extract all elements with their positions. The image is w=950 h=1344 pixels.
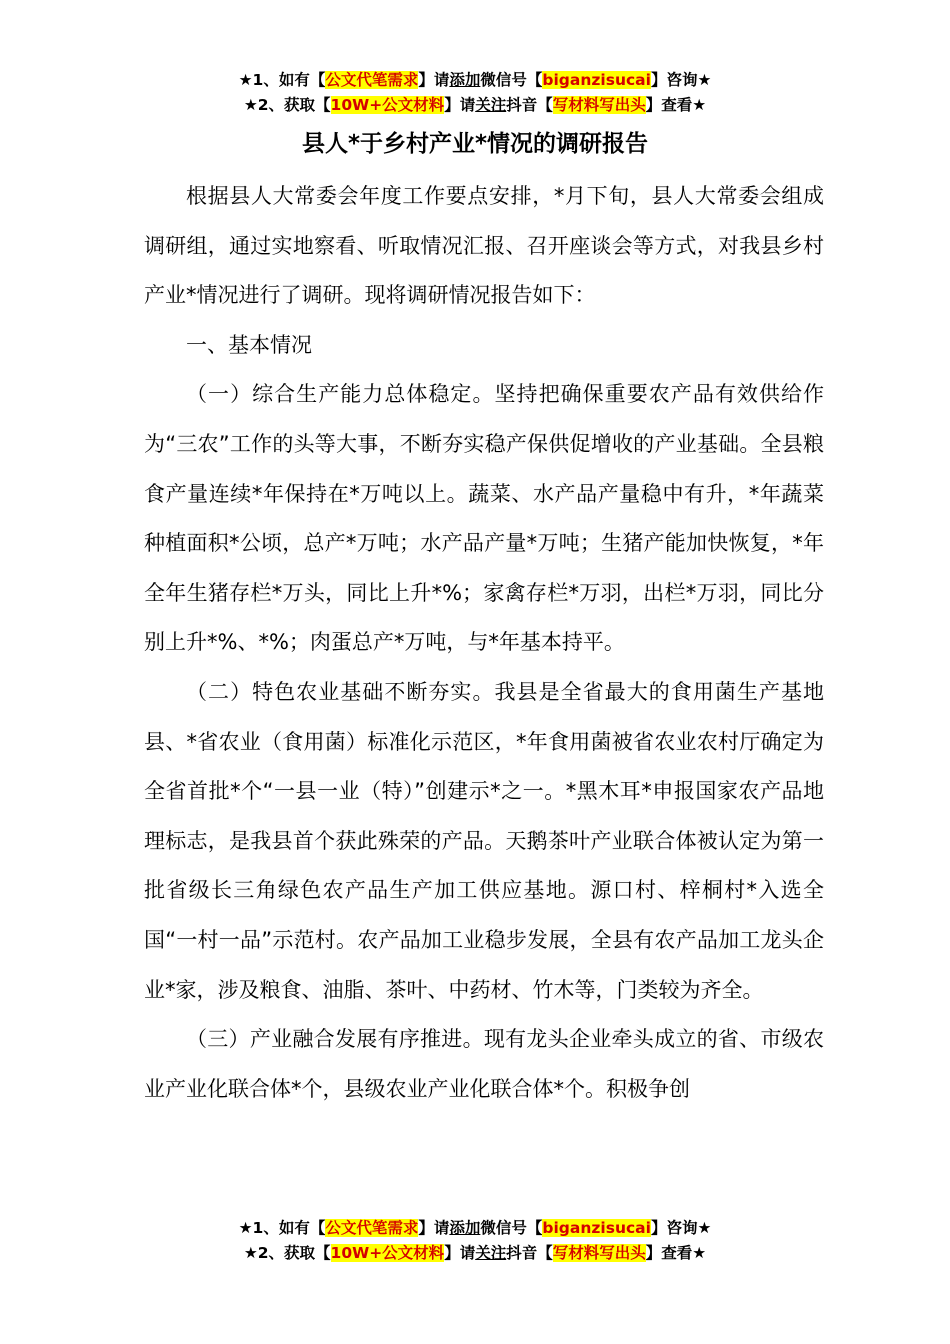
paragraph-specialty-agriculture: （二）特色农业基础不断夯实。我县是全省最大的食用菌生产基地县、*省农业（食用菌）标准化示范区，*年食用菌被省农业农村厅确定为全省首批*个“一县一业（特）”创建示*之一。*黑木耳*申报国家农产品地理标志，是我县首个获此殊荣的产品。天鹅茶叶产业联合体被认定为第一批省级长三角绿色农产品生产加工供应基地。源口村、梓桐村*入选全国“一村一品”示范村。农产品加工业稳步发展，全县有农产品加工龙头企业*家，涉及粮食、油脂、茶叶、中药材、竹木等，门类较为齐全。 <box>144 679 824 1002</box>
highlight-materials: 10W+公文材料 <box>330 96 445 114</box>
underlined-add: 添加 <box>449 71 481 89</box>
promo-text: 抖音【 <box>506 96 553 114</box>
document-body <box>144 172 824 1114</box>
top-promo-banner <box>0 68 950 118</box>
underlined-add: 添加 <box>449 1219 481 1237</box>
promo-text: 抖音【 <box>506 1244 553 1262</box>
paragraph-industry-integration: （三）产业融合发展有序推进。现有龙头企业牵头成立的省、市级农业产业化联合体*个，县级农业产业化联合体*个。积极争创 <box>144 1027 824 1101</box>
highlight-service: 公文代笔需求 <box>325 1219 419 1237</box>
promo-text: 】查看★ <box>645 1244 707 1262</box>
promo-text: ★1、如有【 <box>238 1219 326 1237</box>
promo-text: 微信号【 <box>480 71 543 89</box>
highlight-materials: 10W+公文材料 <box>330 1244 445 1262</box>
promo-text: 】咨询★ <box>650 71 712 89</box>
promo-text: ★2、获取【 <box>243 1244 331 1262</box>
promo-text: 】咨询★ <box>650 1219 712 1237</box>
bottom-promo-banner <box>0 1216 950 1266</box>
highlight-douyin-account: 写材料写出头 <box>552 96 646 114</box>
document-title: 县人*于乡村产业*情况的调研报告 <box>301 131 649 157</box>
highlight-douyin-account: 写材料写出头 <box>552 1244 646 1262</box>
underlined-follow: 关注 <box>475 96 507 114</box>
promo-text: 】请 <box>444 96 476 114</box>
promo-line-1 <box>0 68 950 93</box>
intro-paragraph: 根据县人大常委会年度工作要点安排，*月下旬，县人大常委会组成调研组，通过实地察看、听取情况汇报、召开座谈会等方式，对我县乡村产业*情况进行了调研。现将调研情况报告如下： <box>144 184 824 308</box>
promo-line-1 <box>0 1216 950 1241</box>
paragraph-production-capacity: （一）综合生产能力总体稳定。坚持把确保重要农产品有效供给作为“三农”工作的头等大事，不断夯实稳产保供促增收的产业基础。全县粮食产量连续*年保持在*万吨以上。蔬菜、水产品产量稳中有升，*年蔬菜种植面积*公顷，总产*万吨；水产品产量*万吨；生猪产能加快恢复，*年全年生猪存栏*万头，同比上升*%；家禽存栏*万羽，出栏*万羽，同比分别上升*%、*%；肉蛋总产*万吨，与*年基本持平。 <box>144 382 824 655</box>
underlined-follow: 关注 <box>475 1244 507 1262</box>
promo-text: 】请 <box>418 1219 450 1237</box>
highlight-wechat-id: biganzisucai <box>542 71 651 89</box>
highlight-service: 公文代笔需求 <box>325 71 419 89</box>
promo-text: 】请 <box>418 71 450 89</box>
promo-text: 】查看★ <box>645 96 707 114</box>
promo-text: ★2、获取【 <box>243 96 331 114</box>
promo-text: 微信号【 <box>480 1219 543 1237</box>
highlight-wechat-id: biganzisucai <box>542 1219 651 1237</box>
promo-line-2 <box>0 1241 950 1266</box>
section-heading-basic-situation: 一、基本情况 <box>186 332 312 357</box>
promo-line-2 <box>0 93 950 118</box>
promo-text: ★1、如有【 <box>238 71 326 89</box>
promo-text: 】请 <box>444 1244 476 1262</box>
